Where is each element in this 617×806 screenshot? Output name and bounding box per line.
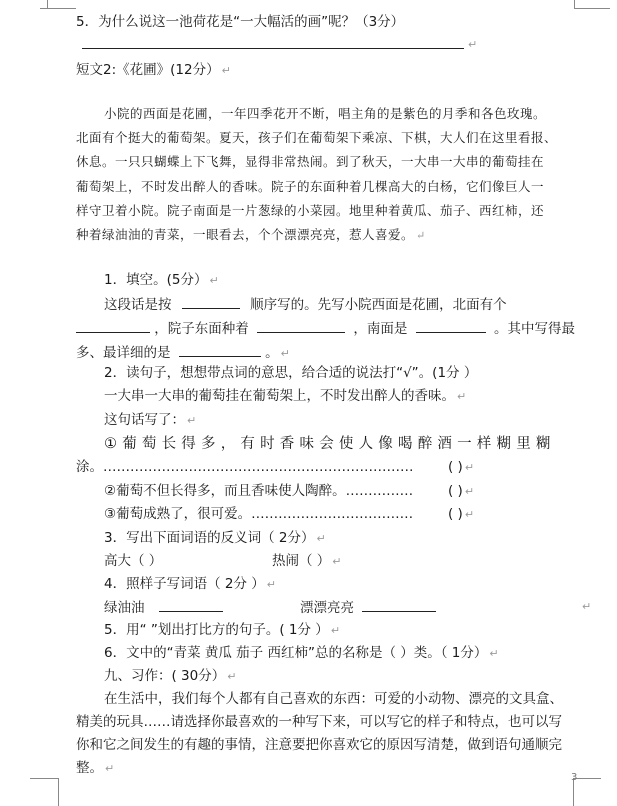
crop-mark xyxy=(58,778,59,806)
composition-line: 你和它之间发生的有趣的事情，注意要把你喜欢它的原因写清楚，做到语句通顺完 xyxy=(76,737,562,753)
passage-heading: 短文2:《花圃》(12分） ↵ xyxy=(76,62,231,78)
question-2-sentence: 一大串一大串的葡萄挂在葡萄架上，不时发出醉人的香味。 ↵ xyxy=(104,388,467,404)
paragraph-mark: ↵ xyxy=(468,38,478,51)
passage-line: 样守卫着小院。院子南面是一片葱绿的小菜园。地里种着黄瓜、茄子、西红柿，还 xyxy=(76,203,545,218)
question-2-prompt: 这句话写了： ↵ xyxy=(104,412,197,428)
option-3: ③葡萄成熟了，很可爱。……………………………… xyxy=(104,506,414,522)
fill-blank[interactable] xyxy=(362,597,436,612)
composition-line: 在生活中，我们每个人都有自己喜欢的东西：可爱的小动物、漂亮的文具盒、 xyxy=(104,691,563,707)
fill-blank[interactable] xyxy=(159,597,223,612)
fill-blank[interactable] xyxy=(257,318,345,333)
example-word-2: 漂漂亮亮 xyxy=(300,597,436,618)
composition-line: 精美的玩具……请选择你最喜欢的一种写下来，可以写它的样子和特点，也可以写 xyxy=(76,714,562,730)
question-5: 5．用“ ”划出打比方的句子。( 1分 ） ↵ xyxy=(104,622,341,638)
question-2-title: 2．读句子，想想带点词的意思，给合适的说法打“√”。(1分 ） xyxy=(104,365,478,381)
option-2-paren[interactable]: ( ) ↵ xyxy=(448,483,475,499)
crop-mark xyxy=(47,0,48,8)
crop-mark xyxy=(30,778,58,779)
answer-line[interactable] xyxy=(82,48,464,49)
passage-line: 种着绿油油的青菜，一眼看去，个个漂漂亮亮，惹人喜爱。 ↵ xyxy=(76,227,426,242)
example-word-1: 绿油油 xyxy=(104,597,223,618)
question-5-prev: 5．为什么说这一池荷花是“一大幅活的画”呢？（3分） xyxy=(76,14,405,30)
fill-blank[interactable] xyxy=(76,318,150,333)
option-3-paren[interactable]: ( ) ↵ xyxy=(448,506,475,522)
fill-blank[interactable] xyxy=(182,294,240,309)
fill-blank[interactable] xyxy=(416,318,486,333)
crop-mark xyxy=(40,8,76,9)
passage-line: 休息。一只只蝴蝶上下飞舞，显得非常热闹。到了秋天，一大串一大串的葡萄挂在 xyxy=(76,154,545,169)
option-1-paren[interactable]: ( ) ↵ xyxy=(448,459,475,475)
question-6: 6．文中的“青菜 黄瓜 茄子 西红柿”总的名称是（ ）类。（ 1分） ↵ xyxy=(104,645,499,661)
passage-line: 小院的西面是花圃，一年四季花开不断，唱主角的是紫色的月季和各色玫瑰。 xyxy=(104,106,547,121)
fill-blank[interactable] xyxy=(179,342,261,357)
question-1-title: 1．填空。(5分） ↵ xyxy=(104,272,219,288)
passage-line: 北面有个挺大的葡萄架。夏天，孩子们在葡萄架下乘凉、下棋，大人们在这里看报、 xyxy=(76,130,558,145)
question-1-line-2: ，院子东面种着 ，南面是 。其中写得最 xyxy=(76,318,575,339)
composition-line: 整。 ↵ xyxy=(76,760,115,776)
question-1-line-3: 多、最详细的是 。 ↵ xyxy=(76,342,290,364)
passage-line: 葡萄架上，不时发出醉人的香味。院子的东面种着几棵高大的白杨，它们像巨人一 xyxy=(76,179,545,194)
antonym-1[interactable]: 高大（ ） xyxy=(104,553,163,569)
antonym-2[interactable]: 热闹（ ） ↵ xyxy=(272,553,342,569)
crop-mark xyxy=(574,8,610,9)
composition-title: 九、习作：( 30分） ↵ xyxy=(104,668,237,684)
question-3-title: 3．写出下面词语的反义词（ 2分） ↵ xyxy=(104,530,326,546)
option-2: ②葡萄不但长得多，而且香味使人陶醉。…………… xyxy=(104,483,414,499)
option-1-line-2: 涂。…………………………………………………………… xyxy=(76,459,414,475)
crop-mark xyxy=(574,0,575,8)
question-1-line-1: 这段话是按 顺序写的。先写小院西面是花圃，北面有个 xyxy=(104,294,507,315)
page-number: 3 xyxy=(571,772,578,783)
paragraph-mark: ↵ xyxy=(582,600,592,613)
option-1-line-1: ①葡萄长得多，有时香味会使人像喝醉酒一样糊里糊 xyxy=(104,436,556,452)
question-4-title: 4．照样子写词语（ 2分 ） ↵ xyxy=(104,576,276,592)
